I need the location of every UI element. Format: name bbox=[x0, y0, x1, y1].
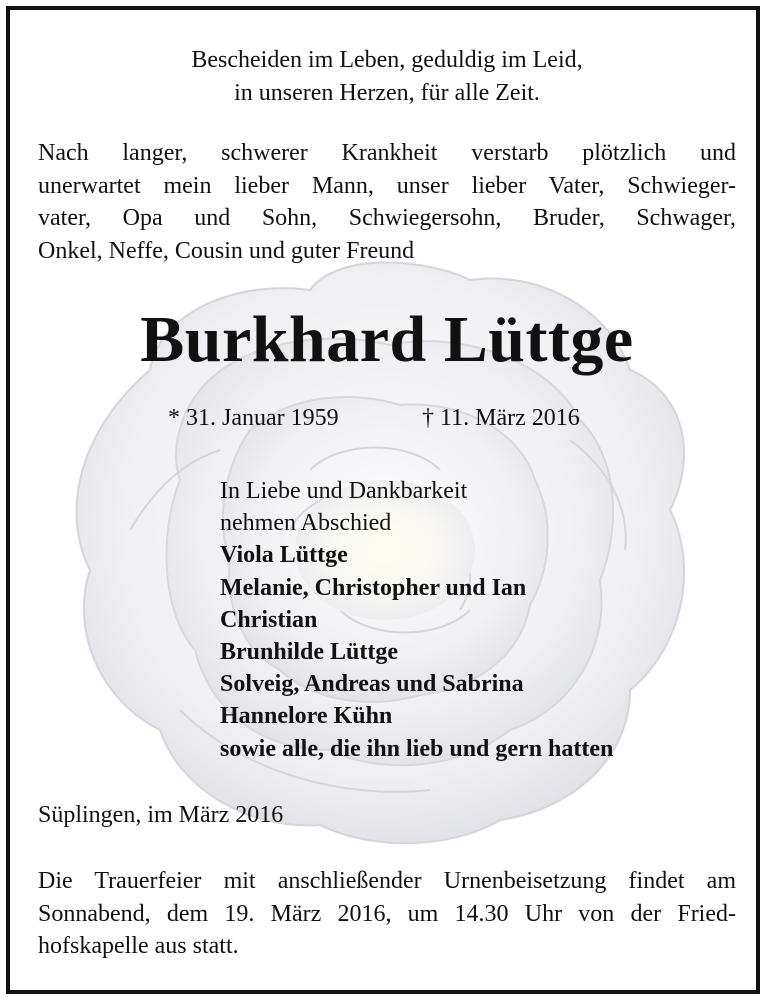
intro-line: Onkel, Neffe, Cousin und guter Freund bbox=[38, 237, 415, 264]
birth-date: * 31. Januar 1959 bbox=[168, 405, 339, 431]
mourner-name: Melanie, Christopher und Ian bbox=[220, 574, 527, 601]
mourner-name: Viola Lüttge bbox=[220, 542, 348, 569]
farewell-line: nehmen Abschied bbox=[220, 510, 392, 537]
farewell-line: In Liebe und Dankbarkeit bbox=[220, 478, 468, 504]
motto-line: in unseren Herzen, für alle Zeit. bbox=[234, 80, 540, 106]
intro-line: vater, Opa und Sohn, Schwiegersohn, Bruder, Schwager, bbox=[38, 205, 736, 231]
mourners-list bbox=[220, 475, 613, 765]
motto-line: Bescheiden im Leben, geduldig im Leid, bbox=[191, 47, 583, 73]
place-date: Süplingen, im März 2016 bbox=[38, 802, 284, 828]
mourner-name: Solveig, Andreas und Sabrina bbox=[220, 671, 524, 698]
funeral-line: hofskapelle aus statt. bbox=[38, 933, 239, 959]
mourner-name: Hannelore Kühn bbox=[220, 703, 393, 730]
death-date: † 11. März 2016 bbox=[422, 405, 580, 431]
obituary-frame bbox=[6, 6, 760, 994]
intro-paragraph bbox=[38, 137, 736, 267]
mourner-name: Brunhilde Lüttge bbox=[220, 639, 399, 666]
motto-verse bbox=[50, 44, 724, 110]
intro-line: unerwartet mein lieber Mann, unser lieber Vater, Schwieger- bbox=[38, 172, 736, 199]
funeral-line: Sonnabend, dem 19. März 2016, um 14.30 Uhr von der Fried- bbox=[38, 900, 736, 927]
mourner-name: sowie alle, die ihn lieb und gern hatten bbox=[220, 735, 614, 762]
funeral-line: Die Trauerfeier mit anschließender Urnenbeisetzung findet am bbox=[38, 868, 736, 894]
intro-line: Nach langer, schwerer Krankheit verstarb plötzlich und bbox=[38, 140, 736, 166]
mourner-name: Christian bbox=[220, 606, 318, 633]
deceased-name: Burkhard Lüttge bbox=[140, 303, 634, 376]
obituary-content bbox=[10, 10, 760, 994]
funeral-notice bbox=[38, 865, 736, 963]
